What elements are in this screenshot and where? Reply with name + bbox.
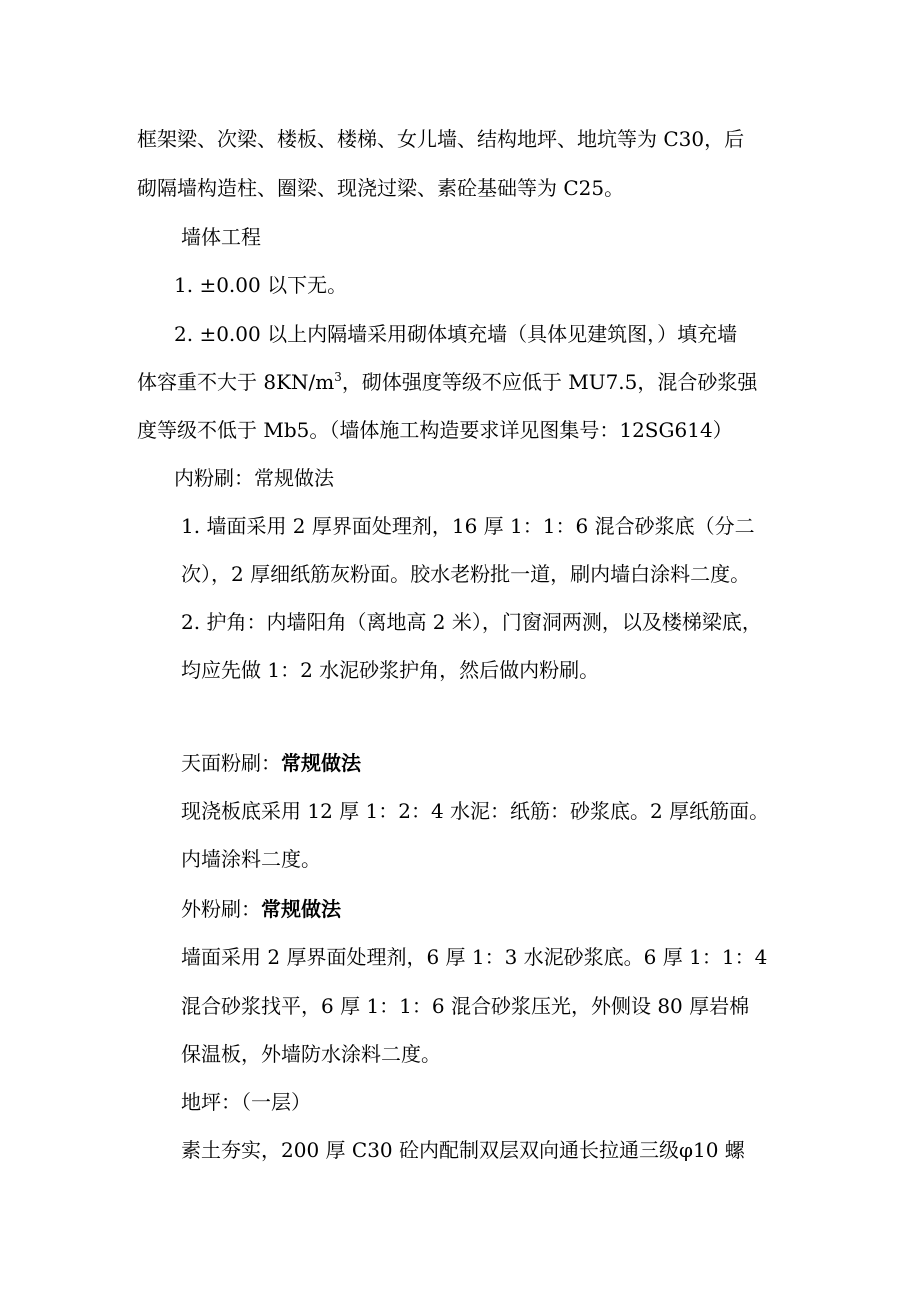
section-heading-interior: 内粉刷：常规做法 [174,466,334,490]
heading-label: 外粉刷： [181,897,261,921]
list-item: 1. 墙面采用 2 厚界面处理剂，16 厚 1：1：6 混合砂浆底（分二 [181,514,755,538]
paragraph-line [137,370,757,394]
heading-emphasis: 常规做法 [261,897,341,921]
list-item: 1. ±0.00 以下无。 [174,273,348,297]
paragraph-line: 框架梁、次梁、楼板、楼梯、女儿墙、结构地坪、地坑等为 C30，后 [137,127,745,151]
section-heading-ceiling [181,751,361,775]
paragraph-line: 素土夯实，200 厚 C30 砼内配制双层双向通长拉通三级φ10 螺 [181,1138,745,1162]
list-item: 2. 护角：内墙阳角（离地高 2 米），门窗洞两测，以及楼梯梁底， [181,610,762,634]
paragraph-line: 现浇板底采用 12 厚 1：2：4 水泥：纸筋：砂浆底。2 厚纸筋面。 [181,799,770,823]
paragraph-line: 混合砂浆找平，6 厚 1：1：6 混合砂浆压光，外侧设 80 厚岩棉 [181,994,750,1018]
section-heading-wall: 墙体工程 [181,225,261,249]
section-heading-floor: 地坪：（一层） [181,1090,311,1114]
paragraph-line: 次），2 厚细纸筋灰粉面。胶水老粉批一道，刷内墙白涂料二度。 [181,562,751,586]
heading-emphasis: 常规做法 [281,751,361,775]
paragraph-line: 墙面采用 2 厚界面处理剂，6 厚 1：3 水泥砂浆底。6 厚 1：1：4 [181,945,768,969]
superscript: 3 [334,370,342,384]
paragraph-line: 砌隔墙构造柱、圈梁、现浇过梁、素砼基础等为 C25。 [137,176,625,200]
text-span: 体容重不大于 8KN/m [137,370,335,394]
paragraph-line: 内墙涂料二度。 [181,847,321,871]
text-span: ，砌体强度等级不应低于 MU7.5，混合砂浆强 [341,370,758,394]
paragraph-line: 度等级不低于 Mb5。（墙体施工构造要求详见图集号：12SG614） [137,418,733,442]
section-heading-exterior [181,897,341,921]
list-item: 2. ±0.00 以上内隔墙采用砌体填充墙（具体见建筑图，）填充墙 [174,322,738,346]
heading-label: 天面粉刷： [181,751,281,775]
paragraph-line: 均应先做 1：2 水泥砂浆护角，然后做内粉刷。 [181,658,600,682]
paragraph-line: 保温板，外墙防水涂料二度。 [181,1042,441,1066]
